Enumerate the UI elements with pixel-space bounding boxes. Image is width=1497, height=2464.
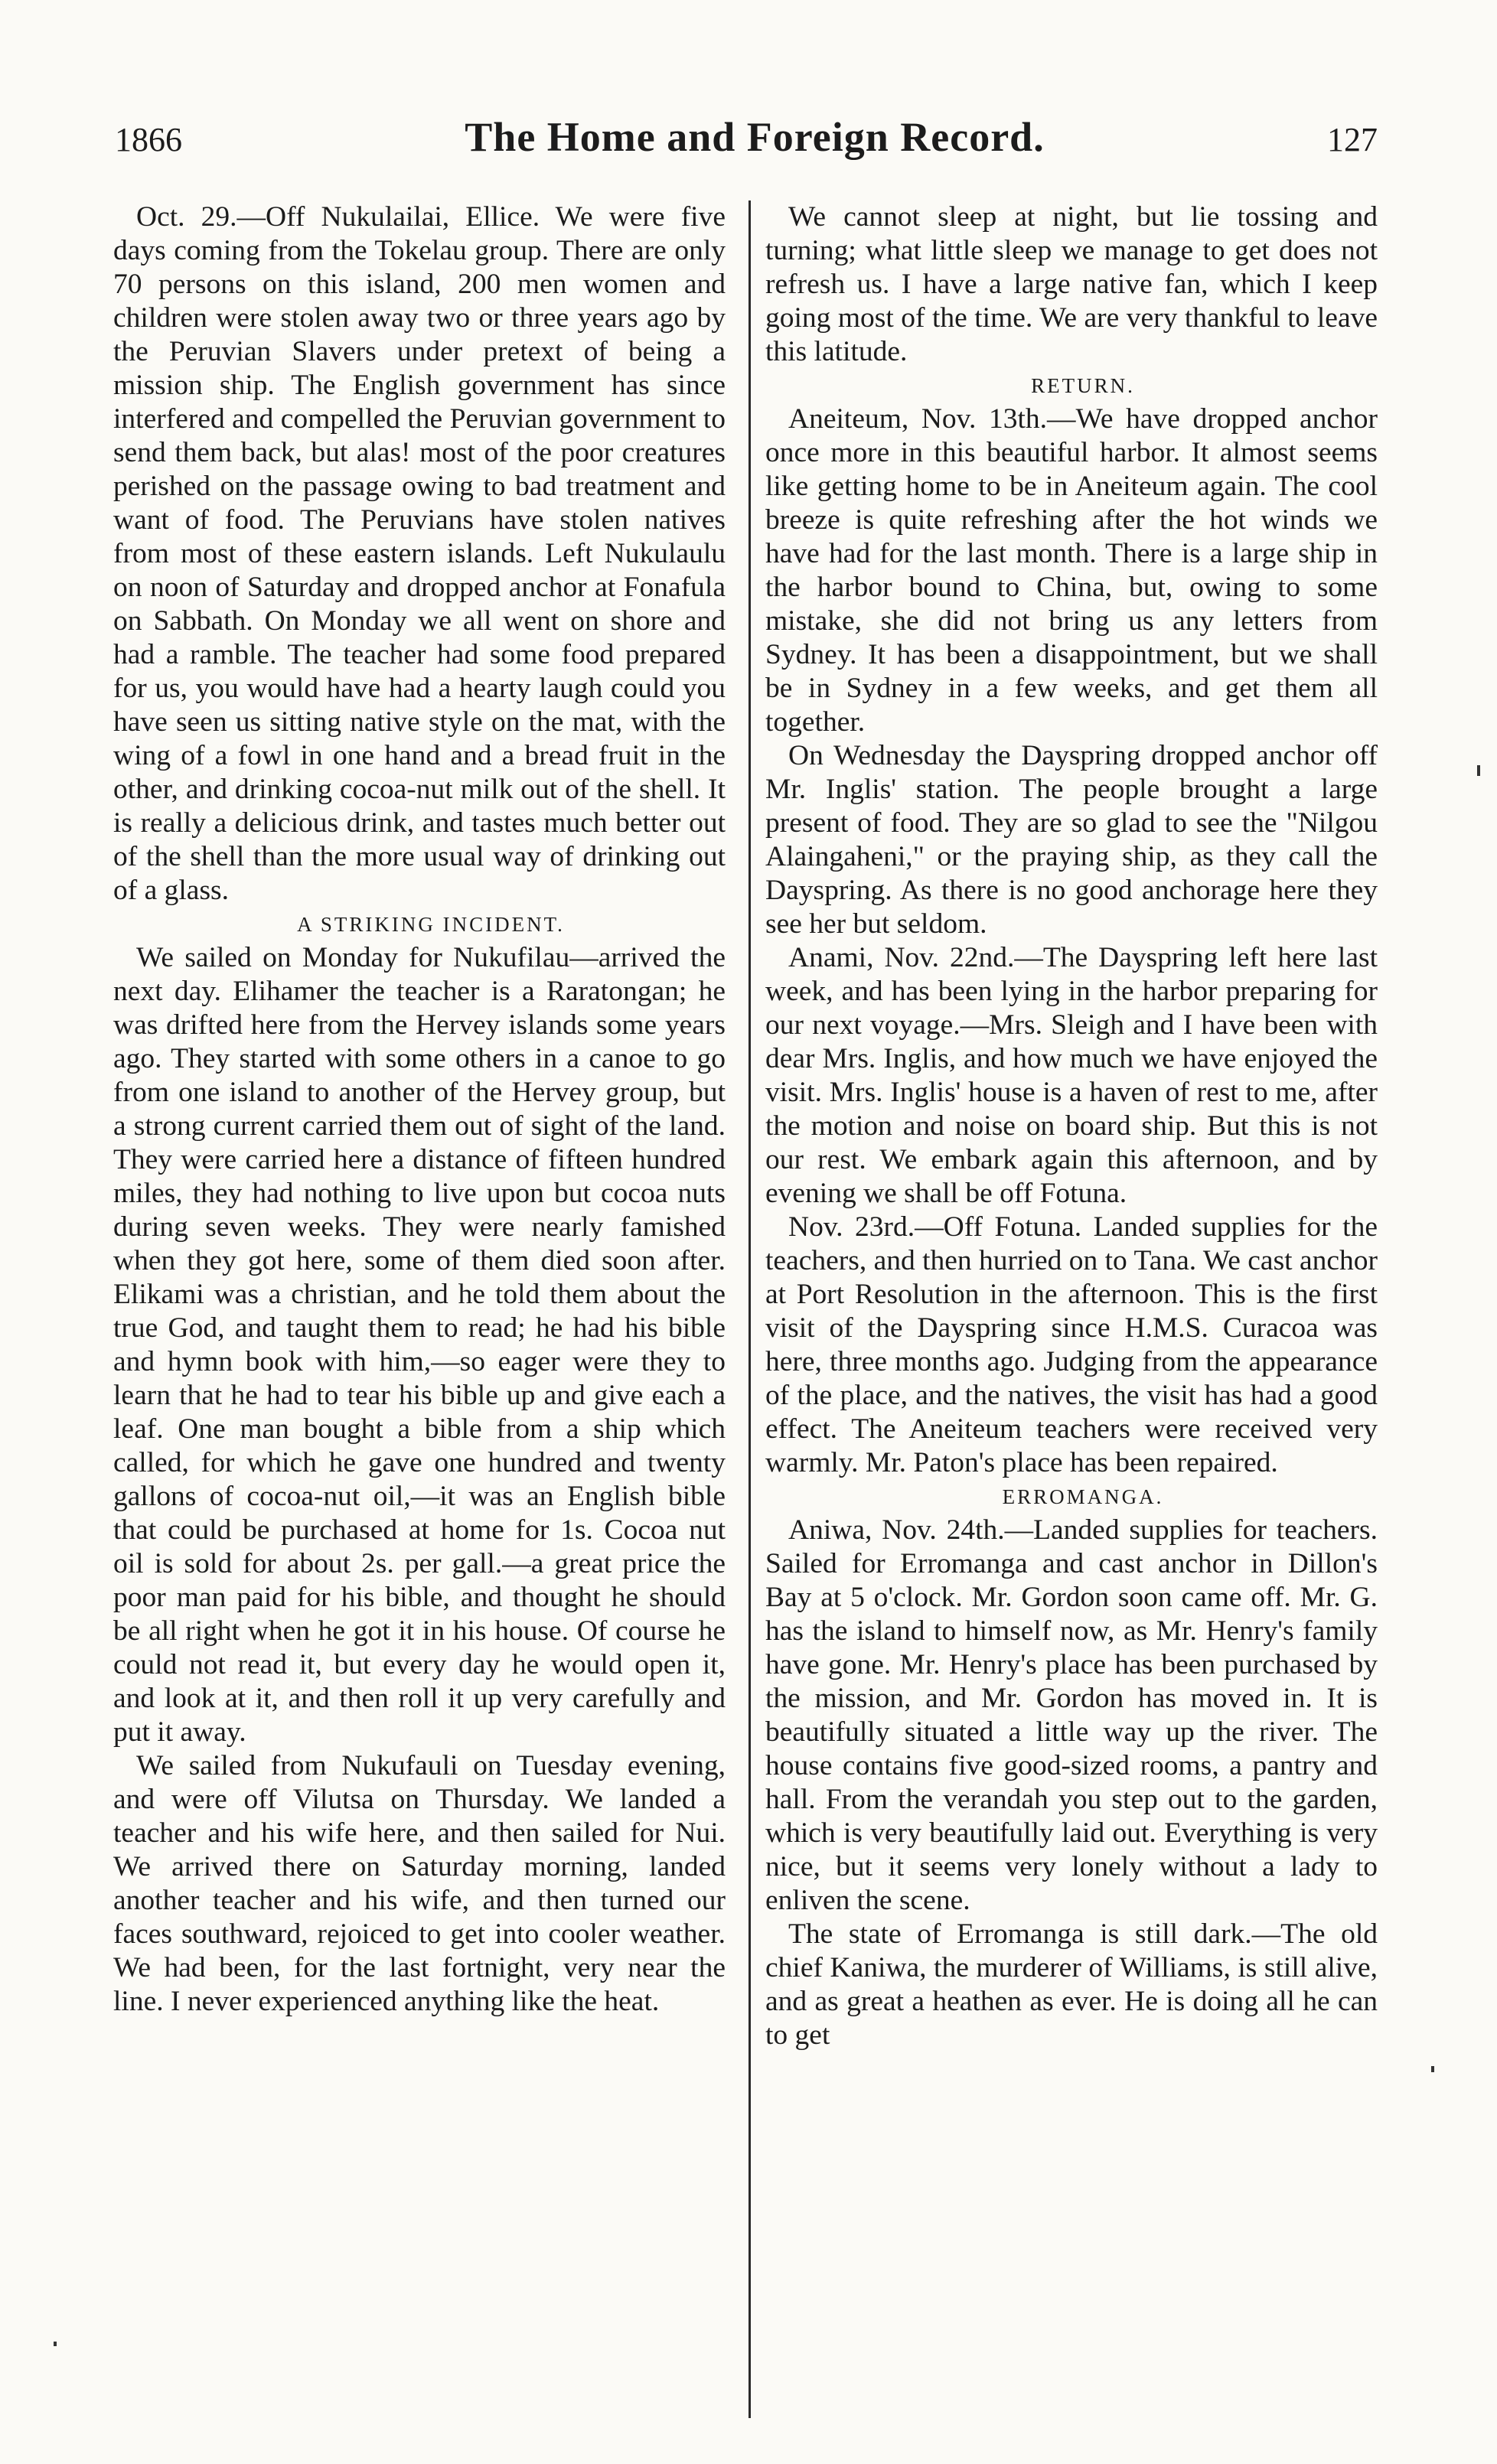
paragraph-nukufilau: We sailed on Monday for Nukufilau—arrived the next day. Elihamer the teacher is a Raratongan; he was drifted here from the Hervey islands some years ago. They started with some others in a canoe to go from one island to another of the Hervey group, but a strong current carried them out of sight of the land. They were carried here a distance of fifteen hundred miles, they had nothing to live upon but cocoa nuts during seven weeks. They were nearly famished when they got here, some of them died soon after. Elikami was a christian, and he told them about the true God, and taught them to read; he had his bible and hymn book with him,—so eager were they to learn that he had to tear his bible up and give each a leaf. One man bought a bible from a ship which called, for which he gave one hundred and twenty gallons of cocoa-nut oil,—it was an English bible that could be purchased at home for 1s. Cocoa nut oil is sold for about 2s. per gall.—a great price the poor man paid for his bible, and thought he should be all right when he got it in his house. Of course he could not read it, but every day he would open it, and look at it, and then roll it up very carefully and put it away. bbox=[113, 942, 726, 1748]
subhead-return: RETURN. bbox=[1031, 374, 1135, 397]
subhead-erromanga: ERROMANGA. bbox=[1002, 1485, 1164, 1508]
masthead-title: The Home and Foreign Record. bbox=[465, 114, 1045, 160]
paragraph-anami: Anami, Nov. 22nd.—The Dayspring left here last week, and has been lying in the harbor preparing for our next voyage.—Mrs. Sleigh and I have been with dear Mrs. Inglis, and how much we have enjoyed the visit. Mrs. Inglis' house is a haven of rest to me, after the motion and noise on board ship. But this is not our rest. We embark again this afternoon, and by evening we shall be off Fotuna. bbox=[765, 942, 1378, 1209]
paragraph-aneiteum: Aneiteum, Nov. 13th.—We have dropped anchor once more in this beautiful harbor. It almost seems like getting home to be in Aneiteum again. The cool breeze is quite refreshing after the hot winds we have had for the last month. There is a large ship in the harbor bound to China, but, owing to some mistake, she did not bring us any letters from Sydney. It has been a disappointment, but we shall be in Sydney in a few weeks, and get them all together. bbox=[765, 403, 1378, 738]
header-year: 1866 bbox=[115, 121, 182, 158]
margin-speck bbox=[1431, 2066, 1434, 2072]
page-number: 127 bbox=[1326, 121, 1378, 158]
paragraph-aniwa: Aniwa, Nov. 24th.—Landed supplies for teachers. Sailed for Erromanga and cast anchor in Dillon's Bay at 5 o'clock. Mr. Gordon soon came off. Mr. G. has the island to himself now, as Mr. Henry's family have gone. Mr. Henry's place has been purchased by the mission, and Mr. Gordon has moved in. It is beautifully situated a little way up the river. The house contains five good-sized rooms, a pantry and hall. From the verandah you step out to the garden, which is very beautifully laid out. Everything is very nice, but it seems very lonely without a lady to enliven the scene. bbox=[765, 1514, 1378, 1916]
paragraph-sleep: We cannot sleep at night, but lie tossing and turning; what little sleep we manage to get does not refresh us. I have a large native fan, which I keep going most of the time. We are very thankful to leave this latitude. bbox=[765, 201, 1378, 367]
page-header bbox=[115, 113, 1378, 167]
right-column bbox=[765, 200, 1378, 2052]
left-column bbox=[113, 200, 726, 2019]
paragraph-nukufauli: We sailed from Nukufauli on Tuesday evening, and were off Vilutsa on Thursday. We landed a teacher and his wife here, and then sailed for Nui. We arrived there on Saturday morning, landed another teacher and his wife, and then turned our faces southward, rejoiced to get into cooler weather. We had been, for the last fortnight, very near the line. I never experienced anything like the heat. bbox=[113, 1750, 726, 2017]
paragraph-nov-23: Nov. 23rd.—Off Fotuna. Landed supplies for the teachers, and then hurried on to Tana. We cast anchor at Port Resolution in the afternoon. This is the first visit of the Dayspring since H.M.S. Curacoa was here, three months ago. Judging from the appearance of the place, and the natives, the visit has had a good effect. The Aneiteum teachers were received very warmly. Mr. Paton's place has been repaired. bbox=[765, 1211, 1378, 1478]
column-divider bbox=[748, 200, 751, 2418]
subhead-striking-incident: A STRIKING INCIDENT. bbox=[297, 913, 565, 936]
paragraph-oct-29: Oct. 29.—Off Nukulailai, Ellice. We were five days coming from the Tokelau group. There are only 70 persons on this island, 200 men women and children were stolen away two or three years ago by the Peruvian Slavers under pretext of being a mission ship. The English government has since interfered and compelled the Peruvian government to send them back, but alas! most of the poor creatures perished on the passage owing to bad treatment and want of food. The Peruvians have stolen natives from most of these eastern islands. Left Nukulaulu on noon of Saturday and dropped anchor at Fonafula on Sabbath. On Monday we all went on shore and had a ramble. The teacher had some food prepared for us, you would have had a hearty laugh could you have seen us sitting native style on the mat, with the wing of a fowl in one hand and a bread fruit in the other, and drinking cocoa-nut milk out of the shell. It is really a delicious drink, and tastes much better out of the shell than the more usual way of drinking out of a glass. bbox=[113, 201, 726, 906]
margin-speck bbox=[1477, 765, 1480, 776]
paragraph-erromanga-state: The state of Erromanga is still dark.—The old chief Kaniwa, the murderer of Williams, is still alive, and as great a heathen as ever. He is doing all he can to get bbox=[765, 1918, 1378, 2051]
margin-speck bbox=[54, 2342, 57, 2346]
paragraph-dayspring: On Wednesday the Dayspring dropped anchor off Mr. Inglis' station. The people brought a large present of food. They are so glad to see the "Nilgou Alaingaheni," or the praying ship, as they call the Dayspring. As there is no good anchorage here they see her but seldom. bbox=[765, 740, 1378, 940]
